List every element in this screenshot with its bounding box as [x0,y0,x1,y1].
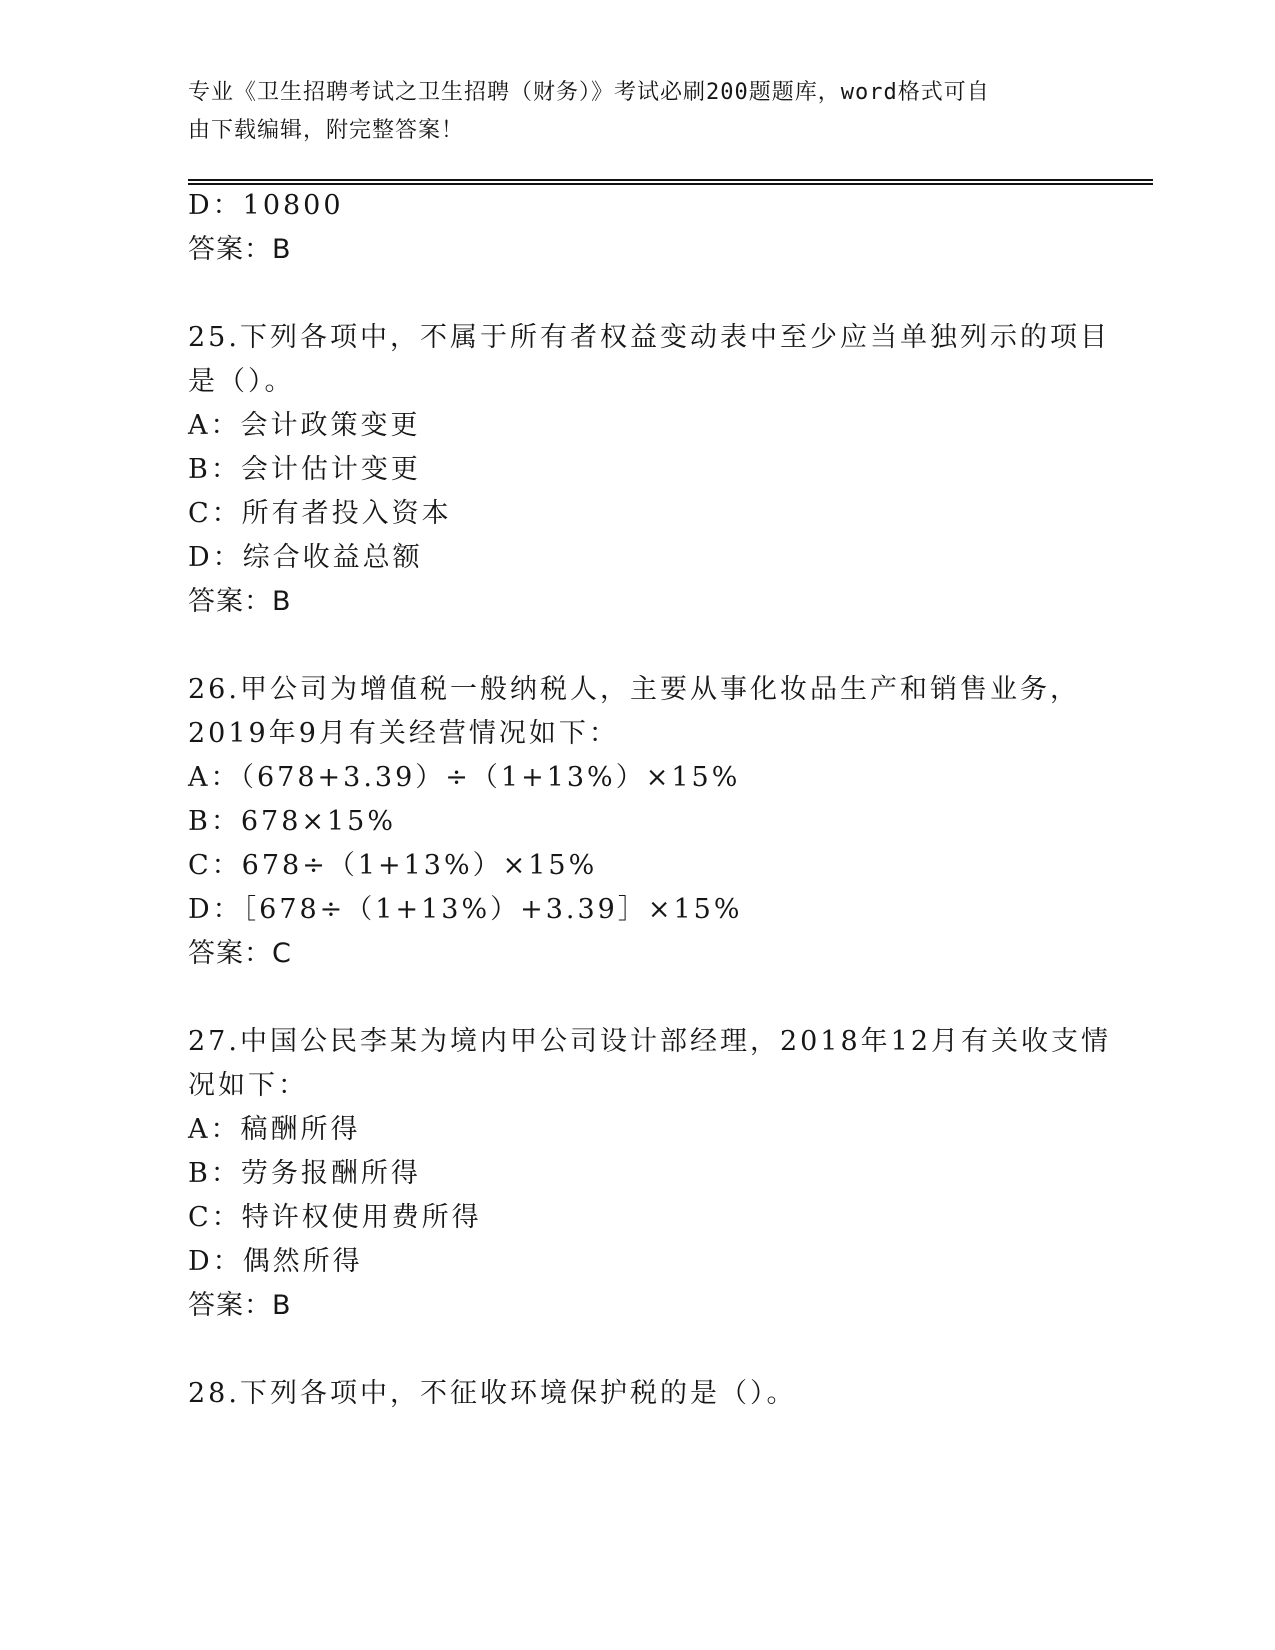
prev-question-answer: 答案：B [188,234,292,265]
question-27-stem-line-2: 况如下： [188,1070,308,1101]
document-header [188,74,1068,150]
question-27-option-a: A：稿酬所得 [188,1114,361,1145]
question-27-stem-line-1: 27.中国公民李某为境内甲公司设计部经理，2018年12月有关收支情 [188,1026,1112,1057]
question-25-answer: 答案：B [188,586,292,617]
question-27-option-b: B：劳务报酬所得 [188,1158,421,1189]
question-26-option-d: D：［678÷（1+13%）+3.39］×15% [188,894,743,925]
question-27-option-c: C：特许权使用费所得 [188,1202,482,1233]
question-26-stem-line-1: 26.甲公司为增值税一般纳税人，主要从事化妆品生产和销售业务， [188,674,1080,705]
question-25-stem-line-2: 是（）。 [188,366,295,397]
question-26-stem-line-2: 2019年9月有关经营情况如下： [188,718,619,749]
question-25-stem-line-1: 25.下列各项中，不属于所有者权益变动表中至少应当单独列示的项目 [188,322,1110,353]
question-25-option-c: C：所有者投入资本 [188,498,452,529]
question-26-option-b: B：678×15% [188,806,397,837]
header-divider-bottom [188,183,1153,185]
question-25-option-a: A：会计政策变更 [188,410,421,441]
question-25-option-b: B：会计估计变更 [188,454,421,485]
question-27-answer: 答案：B [188,1290,292,1321]
question-27-option-d: D：偶然所得 [188,1246,363,1277]
question-26-answer: 答案：C [188,938,292,969]
question-28-stem-line-1: 28.下列各项中，不征收环境保护税的是（）。 [188,1378,797,1409]
prev-question-option-d: D：10800 [188,190,344,221]
header-line-2: 由下载编辑，附完整答案！ [188,118,465,143]
question-26-option-a: A：（678+3.39）÷（1+13%）×15% [188,762,741,793]
question-26-option-c: C：678÷（1+13%）×15% [188,850,598,881]
question-25-option-d: D：综合收益总额 [188,542,423,573]
header-divider-top [188,179,1153,181]
header-line-1: 专业《卫生招聘考试之卫生招聘（财务）》考试必刷200题题库，word格式可自 [188,80,990,105]
